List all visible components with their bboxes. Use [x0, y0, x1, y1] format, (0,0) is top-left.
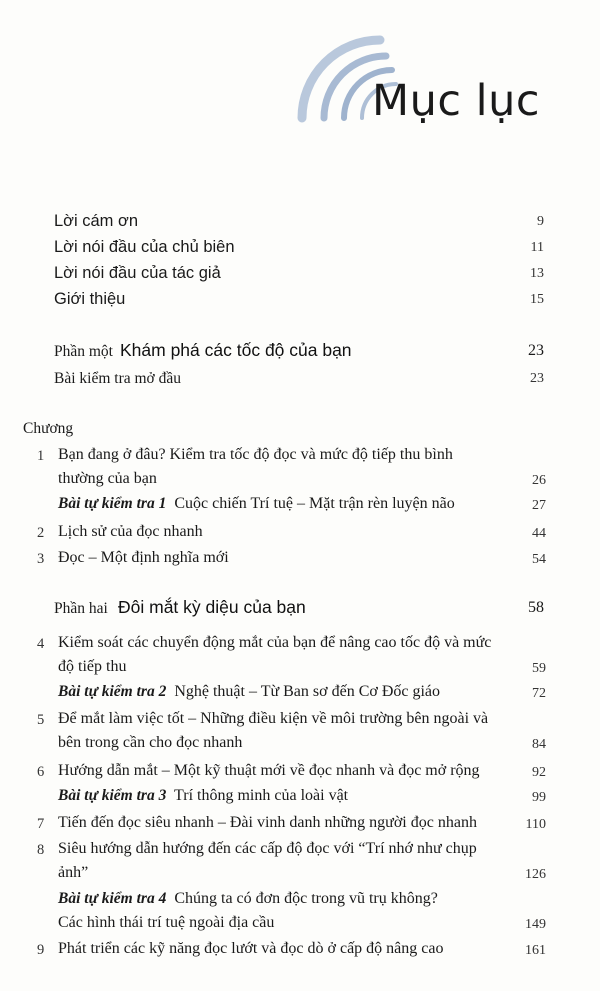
toc-entry-line[interactable]: Đọc – Một định nghĩa mới: [58, 549, 229, 566]
toc-entry-label: Bài kiểm tra mở đầu: [54, 370, 181, 387]
toc-entry-line[interactable]: Bạn đang ở đâu? Kiểm tra tốc độ đọc và mức độ tiếp thu bình: [58, 446, 453, 463]
toc-entry-line[interactable]: thường của bạn: [58, 470, 157, 487]
part-tag: Phần một: [54, 343, 113, 360]
toc-part-one[interactable]: [54, 340, 544, 368]
toc-entry-line[interactable]: Kiểm soát các chuyển động mắt của bạn để nâng cao tốc độ và mức: [58, 634, 492, 651]
exercise-label: Bài tự kiểm tra 1: [58, 495, 167, 512]
toc-page-number: 99: [532, 790, 546, 805]
toc-entry-line[interactable]: Tiến đến đọc siêu nhanh – Đài vinh danh những người đọc nhanh: [58, 814, 477, 831]
toc-entry-label: Giới thiệu: [54, 290, 126, 308]
chapter-number: 1: [37, 448, 45, 464]
chapter-number: 2: [37, 525, 45, 541]
toc-entry-label: Lời nói đầu của tác giả: [54, 264, 221, 282]
toc-page-number: 27: [532, 498, 546, 513]
toc-part-two[interactable]: [54, 597, 544, 625]
chapter-number: 8: [37, 842, 45, 858]
toc-page-number: 59: [532, 661, 546, 676]
chapter-number: 5: [37, 712, 45, 728]
toc-page-number: 23: [530, 371, 544, 386]
toc-entry-intro-test[interactable]: [54, 370, 544, 394]
toc-entry-editor-preface[interactable]: [54, 238, 544, 264]
toc-entry-label: Lời cám ơn: [54, 212, 138, 230]
toc-page-number: 84: [532, 737, 546, 752]
toc-page-number: 15: [530, 292, 544, 307]
chapter-number: 3: [37, 551, 45, 567]
toc-page-number: 126: [525, 867, 546, 882]
toc-entry-line[interactable]: Phát triển các kỹ năng đọc lướt và đọc dò ở cấp độ nâng cao: [58, 940, 444, 957]
toc-entry-line[interactable]: ảnh”: [58, 864, 89, 881]
exercise-title: Trí thông minh của loài vật: [174, 787, 349, 804]
chapter-number: 9: [37, 942, 45, 958]
toc-page-number: 58: [528, 599, 544, 616]
chapter-heading: Chương: [23, 420, 74, 437]
toc-page-number: 13: [530, 266, 544, 281]
toc-page-number: 9: [537, 214, 544, 229]
exercise-title: Chúng ta có đơn độc trong vũ trụ không?: [174, 890, 438, 907]
toc-page-number: 161: [525, 943, 546, 958]
toc-entry-line[interactable]: độ tiếp thu: [58, 658, 127, 675]
chapter-number: 4: [37, 636, 45, 652]
toc-page-number: 26: [532, 473, 546, 488]
exercise-label: Bài tự kiểm tra 4: [58, 890, 167, 907]
exercise-title: Nghệ thuật – Từ Ban sơ đến Cơ Đốc giáo: [174, 683, 441, 700]
toc-entry-introduction[interactable]: [54, 290, 544, 316]
toc-page-number: 149: [525, 917, 546, 932]
toc-entry-label: Lời nói đầu của chủ biên: [54, 238, 235, 256]
toc-page-number: 44: [532, 526, 546, 541]
exercise-label: Bài tự kiểm tra 2: [58, 683, 167, 700]
part-title: Đôi mắt kỳ diệu của bạn: [118, 597, 306, 617]
toc-entry-line[interactable]: bên trong cần cho đọc nhanh: [58, 734, 243, 751]
toc-page-number: 92: [532, 765, 546, 780]
toc-exercise-1[interactable]: [58, 495, 455, 513]
toc-entry-acknowledgements[interactable]: [54, 212, 544, 238]
toc-entry-line[interactable]: Để mắt làm việc tốt – Những điều kiện về môi trường bên ngoài và: [58, 710, 489, 727]
page-title: Mục lục: [372, 76, 541, 126]
exercise-label: Bài tự kiểm tra 3: [58, 787, 167, 804]
toc-page-number: 23: [528, 342, 544, 359]
toc-page-number: 110: [525, 817, 546, 832]
toc-entry-line[interactable]: Các hình thái trí tuệ ngoài địa cầu: [58, 914, 275, 931]
toc-exercise-2[interactable]: [58, 683, 440, 701]
toc-entry-line[interactable]: Siêu hướng dẫn hướng đến các cấp độ đọc với “Trí nhớ như chụp: [58, 840, 477, 857]
toc-page-number: 54: [532, 552, 546, 567]
toc-page-number: 72: [532, 686, 546, 701]
exercise-title: Cuộc chiến Trí tuệ – Mặt trận rèn luyện não: [174, 495, 455, 512]
toc-exercise-4[interactable]: [58, 890, 438, 908]
toc-entry-author-preface[interactable]: [54, 264, 544, 290]
chapter-number: 6: [37, 764, 45, 780]
chapter-number: 7: [37, 816, 45, 832]
toc-entry-line[interactable]: Hướng dẫn mắt – Một kỹ thuật mới về đọc nhanh và đọc mở rộng: [58, 762, 480, 779]
toc-page-number: 11: [530, 240, 544, 255]
toc-entry-line[interactable]: Lịch sử của đọc nhanh: [58, 523, 203, 540]
part-tag: Phần hai: [54, 600, 108, 617]
toc-exercise-3[interactable]: [58, 787, 348, 805]
part-title: Khám phá các tốc độ của bạn: [120, 340, 352, 360]
